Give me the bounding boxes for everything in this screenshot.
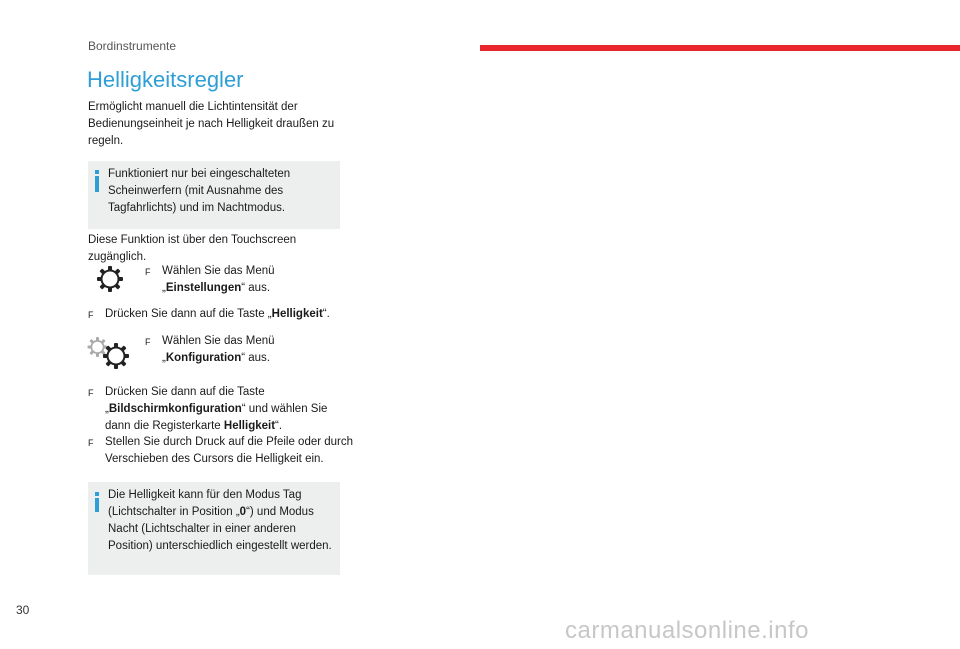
bullet-icon: F bbox=[145, 267, 151, 277]
info-icon bbox=[95, 492, 99, 512]
page-title: Helligkeitsregler bbox=[87, 67, 244, 92]
info-note-1-text: Funktioniert nur bei eingeschalteten Scheinwerfern (mit Ausnahme des Tagfahrlichts) und im Nachtmodus. bbox=[108, 168, 291, 214]
watermark: carmanualsonline.info bbox=[565, 617, 809, 644]
info-note-2-text: Die Helligkeit kann für den Modus Tag (Lichtschalter in Position „0“) und Modus Nacht (Lichtschalter in einer anderen Position) unterschiedlich eingestellt werden. bbox=[108, 489, 332, 552]
step-select-settings: F Wählen Sie das Menü „Einstellungen“ aus. bbox=[145, 265, 275, 294]
intro-paragraph: Ermöglicht manuell die Lichtintensität der Bedienungseinheit je nach Helligkeit draußen zu regeln. bbox=[88, 101, 335, 147]
step-select-configuration: F Wählen Sie das Menü „Konfiguration“ aus. bbox=[145, 335, 275, 364]
info-icon bbox=[95, 170, 99, 192]
info-note-1 bbox=[88, 161, 340, 229]
bullet-icon: F bbox=[88, 388, 94, 398]
section-header: Bordinstrumente bbox=[88, 39, 177, 53]
double-gear-icon bbox=[86, 336, 130, 372]
bullet-icon: F bbox=[88, 438, 94, 448]
step-screen-configuration: F Drücken Sie dann auf die Taste „Bildschirmkonfiguration“ und wählen Sie dann die Registerkarte Helligkeit“. bbox=[88, 386, 328, 432]
gear-icon bbox=[96, 265, 124, 293]
step-text: Wählen Sie das Menü bbox=[162, 265, 275, 277]
access-paragraph: Diese Funktion ist über den Touchscreen zugänglich. bbox=[88, 234, 297, 263]
section-accent-bar bbox=[480, 45, 960, 51]
info-note-2 bbox=[88, 482, 340, 575]
page-number: 30 bbox=[16, 603, 30, 617]
bullet-icon: F bbox=[88, 310, 94, 320]
step-press-brightness: F Drücken Sie dann auf die Taste „Helligkeit“. bbox=[88, 306, 330, 323]
step-adjust-brightness: F Stellen Sie durch Druck auf die Pfeile oder durch Verschieben des Cursors die Helligkeit ein. bbox=[88, 436, 354, 465]
bullet-icon: F bbox=[145, 337, 151, 347]
